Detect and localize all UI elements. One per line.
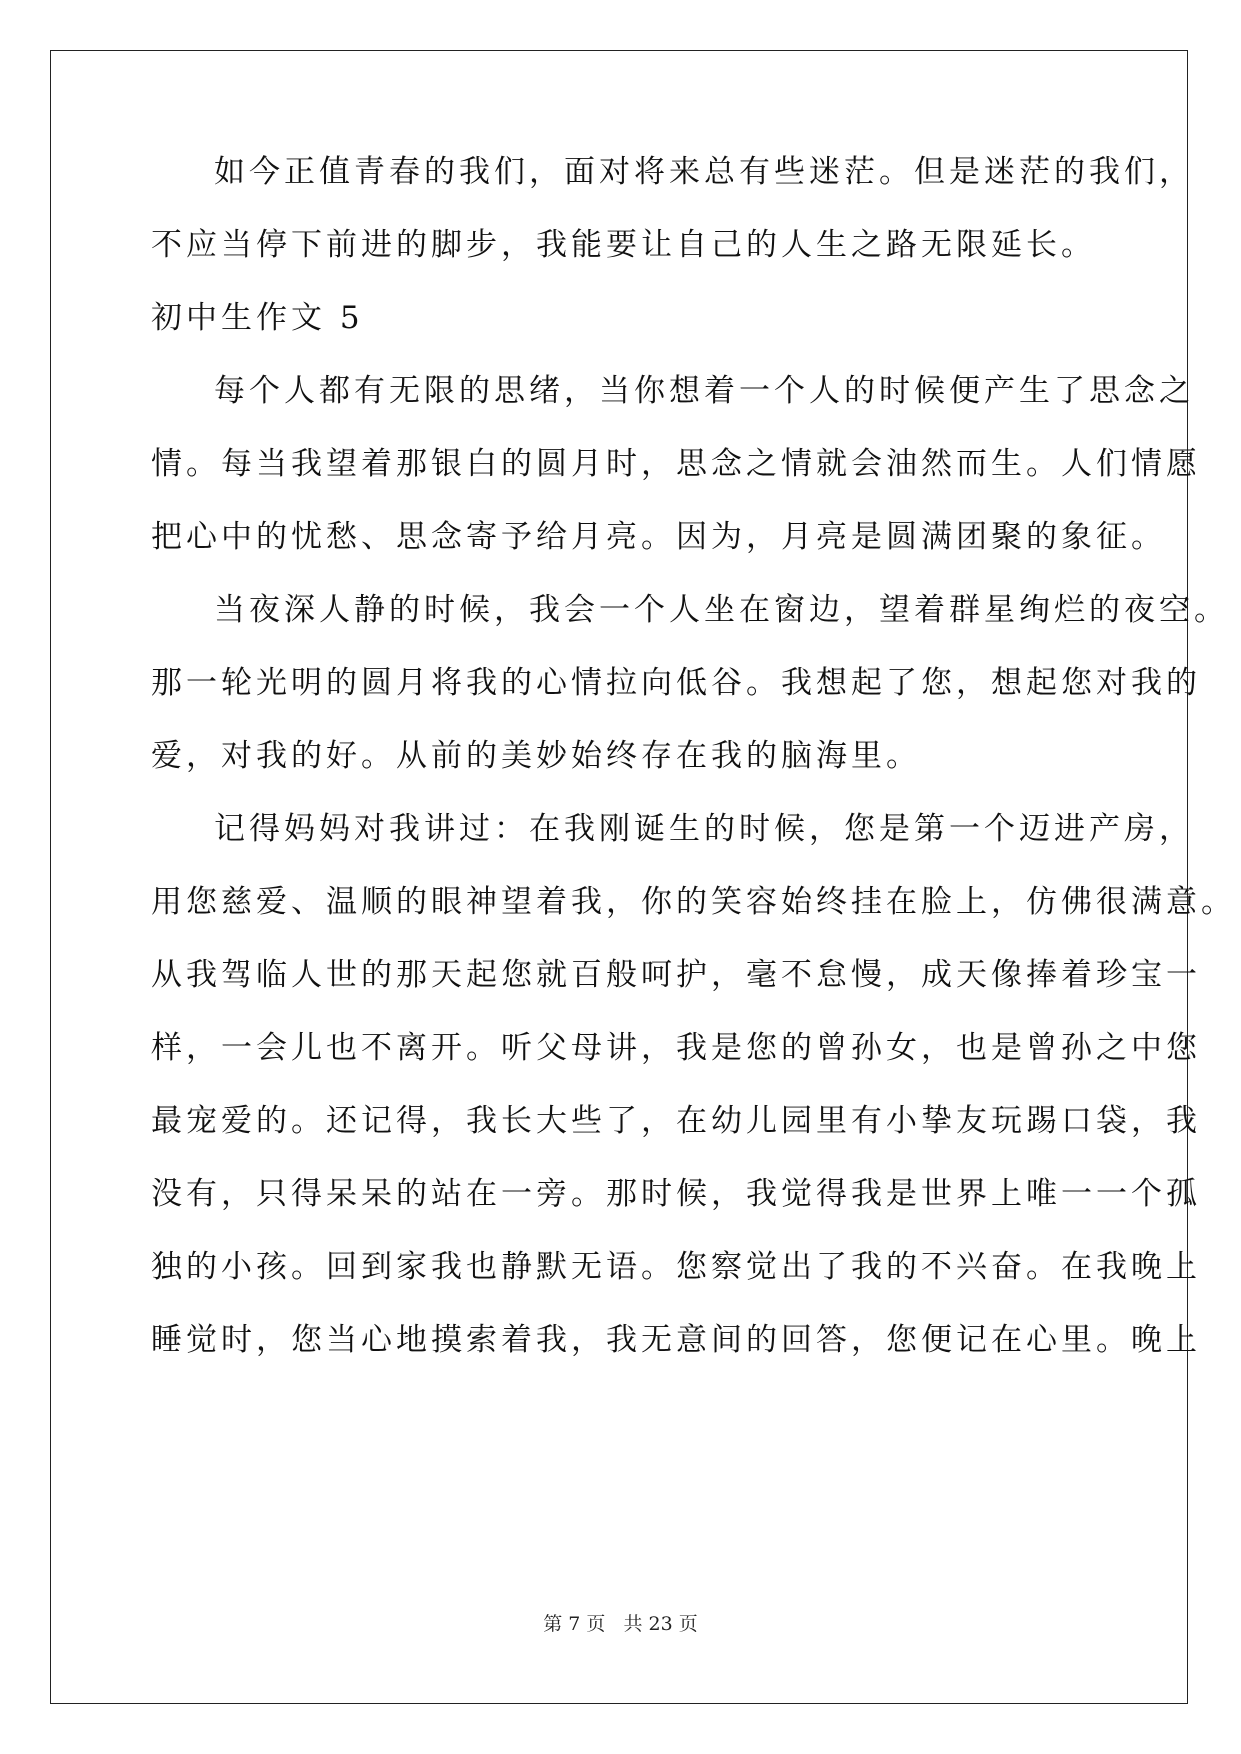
text-line: 爱，对我的好。从前的美妙始终存在我的脑海里。 bbox=[151, 738, 921, 774]
text-line: 最宠爱的。还记得，我长大些了，在幼儿园里有小挚友玩踢口袋，我 bbox=[151, 1103, 1201, 1139]
section-heading: 初中生作文 5 bbox=[151, 300, 364, 336]
text-line: 情。每当我望着那银白的圆月时，思念之情就会油然而生。人们情愿 bbox=[151, 446, 1201, 482]
text-line: 把心中的忧愁、思念寄予给月亮。因为，月亮是圆满团聚的象征。 bbox=[151, 519, 1166, 555]
page-footer bbox=[0, 1612, 1241, 1636]
text-line: 不应当停下前进的脚步，我能要让自己的人生之路无限延长。 bbox=[151, 227, 1096, 263]
text-line: 每个人都有无限的思绪，当你想着一个人的时候便产生了思念之 bbox=[214, 373, 1194, 409]
text-line: 独的小孩。回到家我也静默无语。您察觉出了我的不兴奋。在我晚上 bbox=[151, 1249, 1201, 1285]
text-line: 如今正值青春的我们，面对将来总有些迷茫。但是迷茫的我们， bbox=[214, 154, 1194, 190]
page-number: 第 7 页 bbox=[543, 1613, 606, 1635]
text-line: 没有，只得呆呆的站在一旁。那时候，我觉得我是世界上唯一一个孤 bbox=[151, 1176, 1201, 1212]
text-line: 睡觉时，您当心地摸索着我，我无意间的回答，您便记在心里。晚上 bbox=[151, 1322, 1201, 1358]
text-line: 样，一会儿也不离开。听父母讲，我是您的曾孙女，也是曾孙之中您 bbox=[151, 1030, 1201, 1066]
text-line: 记得妈妈对我讲过：在我刚诞生的时候，您是第一个迈进产房， bbox=[214, 811, 1194, 847]
text-line: 当夜深人静的时候，我会一个人坐在窗边，望着群星绚烂的夜空。 bbox=[214, 592, 1229, 628]
text-line: 从我驾临人世的那天起您就百般呵护，毫不怠慢，成天像捧着珍宝一 bbox=[151, 957, 1201, 993]
text-line: 那一轮光明的圆月将我的心情拉向低谷。我想起了您，想起您对我的 bbox=[151, 665, 1201, 701]
text-line: 用您慈爱、温顺的眼神望着我，你的笑容始终挂在脸上，仿佛很满意。 bbox=[151, 884, 1236, 920]
page-total: 共 23 页 bbox=[623, 1613, 698, 1635]
